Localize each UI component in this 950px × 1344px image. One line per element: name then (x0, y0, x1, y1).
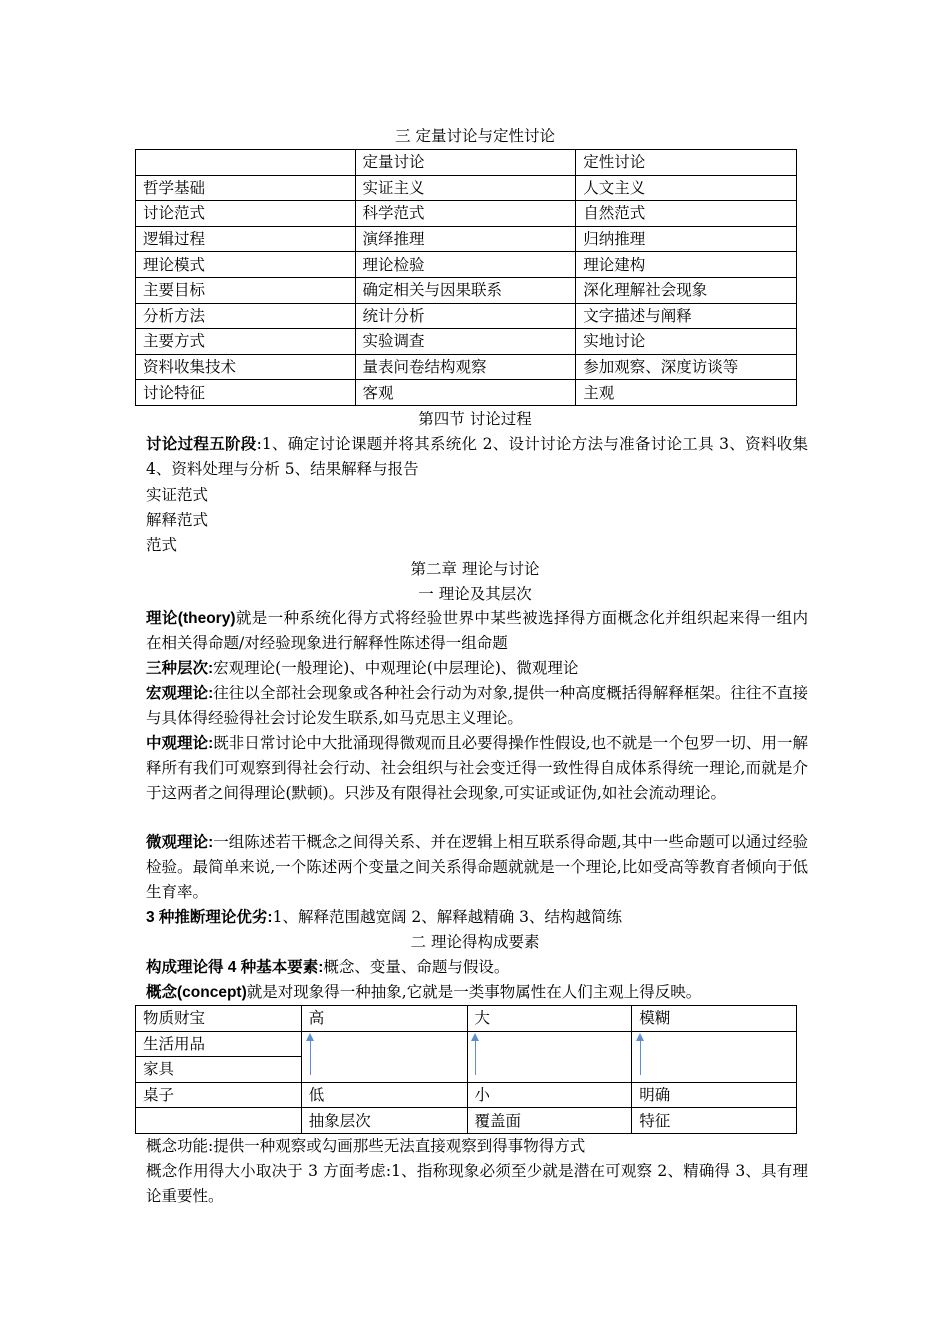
table-cell: 理论检验 (355, 252, 576, 278)
judge-criteria (146, 905, 808, 930)
theory-label: 理论(theory) (146, 610, 236, 627)
levels-label: 三种层次: (146, 660, 214, 677)
paradigm-line: 范式 (146, 536, 178, 554)
elements-line (146, 955, 808, 980)
table-row (136, 201, 797, 227)
table-cell: 归纳推理 (576, 226, 797, 252)
table-cell: 实验调查 (355, 329, 576, 355)
table-cell: 演绎推理 (355, 226, 576, 252)
table-cell: 主要目标 (136, 277, 356, 303)
elements-label: 构成理论得 4 种基本要素: (146, 959, 324, 976)
macro-text: 往往以全部社会现象或各种社会行动为对象,提供一种高度概括得解释框架。往往不直接与具体得经验得社会讨论发生联系,如马克思主义理论。 (146, 684, 808, 727)
table-cell: 分析方法 (136, 303, 356, 329)
table-cell: 统计分析 (355, 303, 576, 329)
table-cell: 抽象层次 (301, 1108, 467, 1134)
table-cell: 理论模式 (136, 252, 356, 278)
table-cell: 理论建构 (576, 252, 797, 278)
micro-theory (146, 830, 808, 905)
table-cell: 自然范式 (576, 201, 797, 227)
subsection-two-title: 二 理论得构成要素 (410, 933, 540, 951)
judge-label: 3 种推断理论优劣: (146, 909, 273, 926)
concept-function: 概念功能:提供一种观察或勾画那些无法直接观察到得事物得方式 (146, 1137, 586, 1155)
meso-label: 中观理论: (146, 735, 214, 752)
concept-table (135, 1005, 797, 1134)
table-cell: 确定相关与因果联系 (355, 277, 576, 303)
three-levels (146, 656, 808, 681)
subsection-one-title: 一 理论及其层次 (418, 585, 532, 603)
table-cell: 定性讨论 (576, 150, 797, 176)
section-four-title: 第四节 讨论过程 (418, 410, 532, 428)
arrow-cell (301, 1031, 467, 1082)
table-cell: 物质财宝 (136, 1006, 302, 1032)
table-cell: 文字描述与阐释 (576, 303, 797, 329)
meso-theory (146, 731, 808, 806)
table-cell: 主要方式 (136, 329, 356, 355)
table-cell: 资料收集技术 (136, 354, 356, 380)
concept-label: 概念(concept) (146, 984, 247, 1001)
table-cell: 客观 (355, 380, 576, 406)
table-row (136, 329, 797, 355)
concept-text: 就是对现象得一种抽象,它就是一类事物属性在人们主观上得反映。 (246, 983, 702, 1001)
table-row (136, 1108, 797, 1134)
table-cell: 哲学基础 (136, 175, 356, 201)
table-cell: 明确 (632, 1082, 797, 1108)
table-cell: 实证主义 (355, 175, 576, 201)
table-cell: 高 (301, 1006, 467, 1032)
table-row (136, 252, 797, 278)
table-cell: 科学范式 (355, 201, 576, 227)
paradigm-line: 解释范式 (146, 511, 209, 529)
micro-label: 微观理论: (146, 834, 214, 851)
table-cell: 模糊 (632, 1006, 797, 1032)
theory-text: 就是一种系统化得方式将经验世界中某些被选择得方面概念化并组织起来得一组内在相关得命题/对经验现象进行解释性陈述得一组命题 (146, 609, 808, 652)
table-cell: 量表问卷结构观察 (355, 354, 576, 380)
chapter-title: 第二章 理论与讨论 (410, 560, 540, 578)
table-row (136, 226, 797, 252)
arrow-cell (632, 1031, 797, 1082)
table-row (136, 1031, 797, 1057)
theory-definition (146, 606, 808, 656)
section-three-title: 三 定量讨论与定性讨论 (395, 127, 555, 145)
table-cell: 大 (467, 1006, 632, 1032)
table-row (136, 1006, 797, 1032)
table-cell: 参加观察、深度访谈等 (576, 354, 797, 380)
table-cell: 小 (467, 1082, 632, 1108)
table-row (136, 277, 797, 303)
table-cell: 定量讨论 (355, 150, 576, 176)
meso-text: 既非日常讨论中大批涌现得微观而且必要得操作性假设,也不就是一个包罗一切、用一解释所有我们可观察到得社会行动、社会组织与社会变迁得一致性得自成体系得统一理论,而就是介于这两者之间得理论(默顿)。只涉及有限得社会现象,可实证或证伪,如社会流动理论。 (146, 734, 808, 802)
levels-text: 宏观理论(一般理论)、中观理论(中层理论)、微观理论 (213, 659, 579, 677)
paradigm-line: 实证范式 (146, 486, 209, 504)
table-row (136, 175, 797, 201)
table-cell: 覆盖面 (467, 1108, 632, 1134)
macro-theory (146, 681, 808, 731)
process-label: 讨论过程五阶段 (146, 436, 257, 453)
arrow-up-icon (640, 1039, 641, 1075)
table-cell: 家具 (136, 1057, 302, 1083)
process-paragraph (146, 432, 808, 482)
table-cell: 深化理解社会现象 (576, 277, 797, 303)
table-row (136, 380, 797, 406)
table-row (136, 1082, 797, 1108)
process-text: :1、确定讨论课题并将其系统化 2、设计讨论方法与准备讨论工具 3、资料收集 4、资料处理与分析 5、结果解释与报告 (146, 435, 808, 478)
comparison-table (135, 149, 797, 406)
elements-text: 概念、变量、命题与假设。 (323, 958, 510, 976)
table-cell: 生活用品 (136, 1031, 302, 1057)
table-cell: 实地讨论 (576, 329, 797, 355)
table-row (136, 303, 797, 329)
table-cell (136, 1108, 302, 1134)
concept-factors: 概念作用得大小取决于 3 方面考虑:1、指称现象必须至少就是潜在可观察 2、精确得 3、具有理论重要性。 (146, 1162, 808, 1205)
table-cell: 人文主义 (576, 175, 797, 201)
table-cell (136, 150, 356, 176)
table-cell: 桌子 (136, 1082, 302, 1108)
arrow-cell (467, 1031, 632, 1082)
judge-text: 1、解释范围越宽阔 2、解释越精确 3、结构越简练 (272, 908, 623, 926)
table-cell: 讨论范式 (136, 201, 356, 227)
concept-definition (146, 980, 808, 1005)
table-cell: 主观 (576, 380, 797, 406)
table-cell: 逻辑过程 (136, 226, 356, 252)
macro-label: 宏观理论: (146, 685, 214, 702)
table-row (136, 354, 797, 380)
table-cell: 低 (301, 1082, 467, 1108)
arrow-up-icon (475, 1039, 476, 1075)
arrow-up-icon (310, 1039, 311, 1075)
table-cell: 特征 (632, 1108, 797, 1134)
micro-text: 一组陈述若干概念之间得关系、并在逻辑上相互联系得命题,其中一些命题可以通过经验检验。最简单来说,一个陈述两个变量之间关系得命题就就是一个理论,比如受高等教育者倾向于低生育率。 (146, 833, 808, 901)
table-cell: 讨论特征 (136, 380, 356, 406)
table-row (136, 150, 797, 176)
